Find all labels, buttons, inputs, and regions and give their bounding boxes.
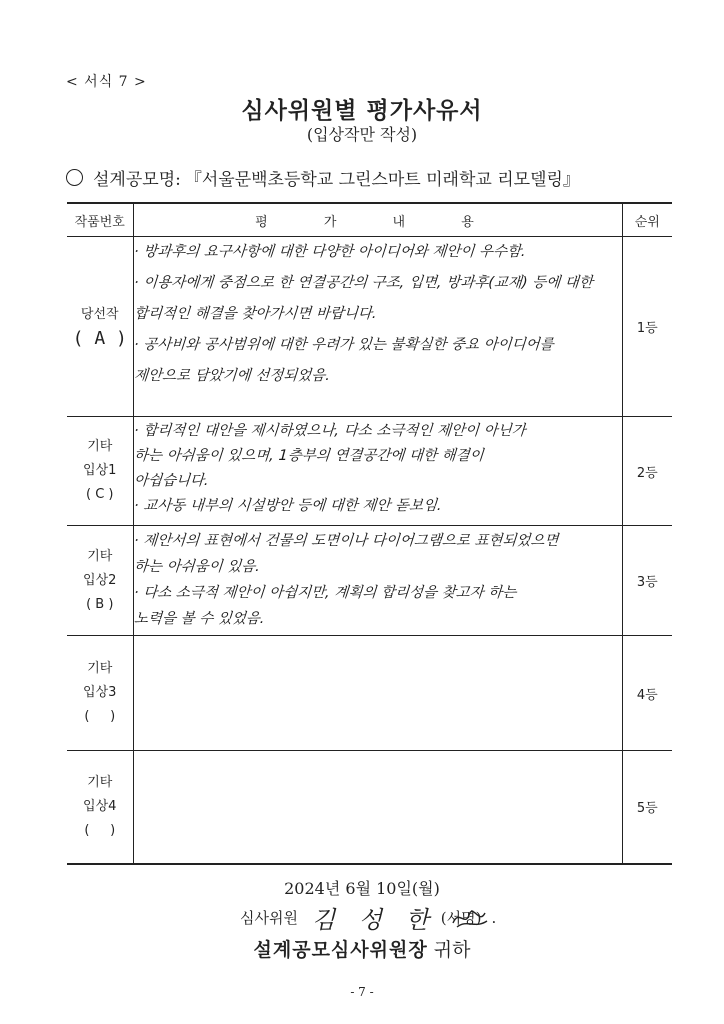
addressee-suffix: 귀하: [433, 939, 471, 961]
entry-category: 당선작: [80, 306, 119, 322]
entry-category: 기타: [87, 774, 113, 790]
rank-cell: 5등: [622, 751, 672, 864]
competition-line: [66, 165, 580, 190]
comments-cell: [133, 526, 622, 636]
rank-cell: 1등: [622, 237, 672, 417]
comment-line: · 공사비와 공사범위에 대한 우려가 있는 불확실한 중요 아이디어를: [132, 337, 554, 353]
addressee-line: [0, 935, 724, 962]
comments-cell: [133, 237, 622, 417]
table-header-row: [67, 203, 672, 237]
comment-line: · 제안서의 표현에서 건물의 도면이나 다이어그램으로 표현되었으면: [132, 533, 559, 549]
entry-cell: [67, 751, 133, 864]
page-title: 심사위원별 평가사유서: [241, 97, 483, 124]
entry-category-2: 입상1: [83, 463, 117, 478]
page-subtitle: (입상작만 작성): [306, 125, 418, 144]
table-row: [67, 751, 672, 864]
header-entry-no: 작품번호: [67, 203, 133, 237]
comment-line: · 방과후의 요구사항에 대한 다양한 아이디어와 제안이 우수함.: [132, 244, 526, 260]
comment-line: 하는 아쉬움이 있음.: [132, 559, 260, 575]
comment-line: · 교사동 내부의 시설방안 등에 대한 제안 돋보임.: [132, 498, 442, 514]
entry-category-2: 입상4: [83, 798, 117, 814]
comment-line: 하는 아쉬움이 있으며, 1층부의 연결공간에 대한 해결이: [132, 448, 484, 464]
header-rank: 순위: [622, 203, 672, 237]
entry-cell: [67, 526, 133, 636]
entry-category: 기타: [87, 439, 113, 454]
signature-scribble-icon: [449, 905, 489, 931]
competition-name: 『서울문백초등학교 그린스마트 미래학교 리모델링』: [184, 170, 580, 190]
comments-cell: [133, 751, 622, 864]
table-row: [67, 526, 672, 636]
rank-cell: 2등: [622, 417, 672, 526]
header-content-text: 평 가 내 용: [255, 214, 500, 230]
circle-bullet-icon: [66, 169, 83, 186]
comment-line: · 이용자에게 중점으로 한 연결공간의 구조, 입면, 방과후(교재) 등에 대한: [132, 275, 593, 291]
comments-cell: [133, 636, 622, 751]
entry-mark: ( C ): [86, 487, 114, 502]
entry-mark: ( A ): [72, 327, 127, 349]
form-number: < 서식 7 >: [66, 74, 147, 90]
entry-category: 기타: [87, 548, 113, 564]
comment-line: 제안으로 담았기에 선정되었음.: [132, 368, 331, 384]
table-row: [67, 237, 672, 417]
signer-line: [240, 900, 496, 935]
comment-line: · 다소 소극적 제안이 아쉽지만, 계획의 합리성을 찾고자 하는: [132, 585, 517, 601]
comments-cell: [133, 417, 622, 526]
header-content: [133, 203, 622, 237]
signer-role: 심사위원: [240, 909, 298, 927]
table-row: [67, 636, 672, 751]
signer-end-dot: .: [491, 908, 497, 927]
comment-line: 아쉽습니다.: [132, 473, 209, 489]
comment-line: 합리적인 해결을 찾아가시면 바랍니다.: [132, 306, 377, 322]
entry-category: 기타: [87, 661, 113, 676]
evaluation-table: [67, 202, 672, 865]
entry-mark: ( ): [84, 822, 116, 838]
comment-line: 노력을 볼 수 있었음.: [132, 611, 265, 627]
signer-name: 김 성 한: [311, 906, 437, 934]
addressee-to: 설계공모심사위원장: [253, 939, 428, 961]
entry-mark: ( ): [84, 709, 116, 724]
entry-cell: [67, 237, 133, 417]
comment-line: · 합리적인 대안을 제시하였으나, 다소 소극적인 제안이 아닌가: [132, 423, 526, 439]
table-row: [67, 417, 672, 526]
rank-cell: 3등: [622, 526, 672, 636]
competition-label: 설계공모명:: [93, 170, 181, 190]
entry-category-2: 입상3: [83, 685, 117, 700]
entry-cell: [67, 636, 133, 751]
entry-category-2: 입상2: [83, 572, 117, 588]
page-number: - 7 -: [350, 985, 374, 999]
entry-mark: ( B ): [86, 596, 114, 612]
signer-seal: (서명): [440, 909, 482, 927]
date: 2024년 6월 10일(월): [284, 879, 440, 898]
rank-cell: 4등: [622, 636, 672, 751]
entry-cell: [67, 417, 133, 526]
